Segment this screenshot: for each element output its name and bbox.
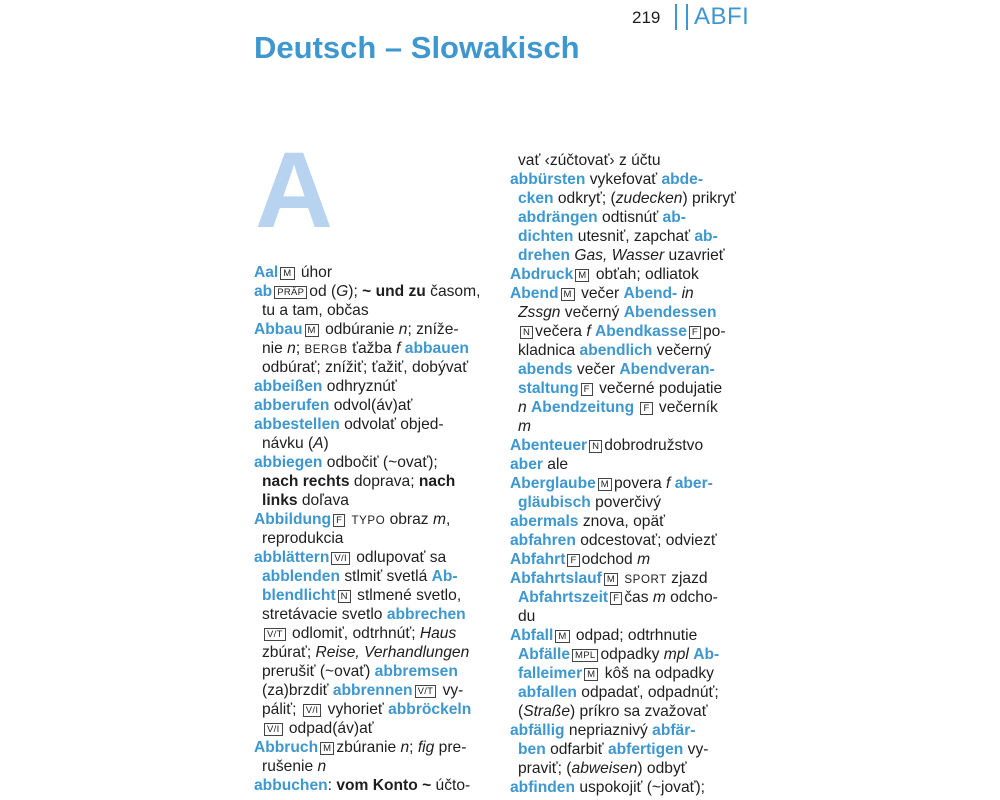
headword: ab- <box>662 209 686 226</box>
translation-text: reprodukcia <box>262 530 344 547</box>
grammar-label: F <box>581 383 593 396</box>
translation-text: ) odbyť <box>637 760 687 777</box>
domain-label: SPORT <box>624 574 667 586</box>
entry-line <box>510 456 747 475</box>
entry-line <box>262 682 491 701</box>
translation-text: ); <box>348 283 363 300</box>
headword: Abendkasse <box>595 323 687 340</box>
entry-line <box>262 530 491 549</box>
translation-text: ) prikryť <box>682 190 736 207</box>
entry-line <box>510 285 747 304</box>
entry-line <box>510 551 747 570</box>
headword: Abendzeitung <box>531 399 635 416</box>
headword: Abbildung <box>254 511 332 528</box>
italic-text: Straße <box>523 703 570 720</box>
italic-text: G <box>336 283 349 300</box>
headword: abbürsten <box>510 171 586 188</box>
headword: abberufen <box>254 397 330 414</box>
entry-line <box>262 568 491 587</box>
italic-text: n <box>398 321 408 338</box>
translation-text: odbúranie <box>320 321 399 338</box>
translation-text: povera <box>614 475 667 492</box>
italic-text: m <box>432 511 446 528</box>
entry-line <box>518 418 747 437</box>
headword: cken <box>518 190 554 207</box>
headword: Abfahrtslauf <box>510 570 602 587</box>
headword: Ab- <box>693 646 720 663</box>
domain-label: BERGB <box>304 344 348 356</box>
italic-text: zudecken <box>615 190 683 207</box>
translation-text: odpad(áv)ať <box>284 720 374 737</box>
translation-text: dobrodružstvo <box>604 437 704 454</box>
entry-line <box>518 589 747 608</box>
grammar-label: V/I <box>303 704 322 717</box>
translation-text: tu a tam, občas <box>262 302 369 319</box>
translation-text: odhryznúť <box>322 378 397 395</box>
entry-line <box>518 304 747 323</box>
translation-text: kôš na odpadky <box>600 665 714 682</box>
translation-text: vykefovať <box>585 171 662 188</box>
headword: abfahren <box>510 532 576 549</box>
translation-text: doprava; <box>349 473 419 490</box>
headword: Abdruck <box>510 266 574 283</box>
translation-text: odbúrať; znížiť; ťažiť, dobývať <box>262 359 469 376</box>
entry-line <box>262 625 491 644</box>
domain-label: TYPO <box>351 515 386 527</box>
italic-text: n <box>518 399 527 416</box>
translation-text: páliť; <box>262 701 301 718</box>
grammar-label: V/I <box>331 552 350 565</box>
translation-text: odchod <box>581 551 638 568</box>
translation-text: odkryť; ( <box>553 190 616 207</box>
translation-text: večerné podujatie <box>594 380 723 397</box>
translation-text: odvolať objed- <box>339 416 444 433</box>
translation-text: zbúrať; <box>262 644 316 661</box>
entry-line <box>262 435 491 454</box>
italic-text: m <box>518 418 531 435</box>
headword: abfinden <box>510 779 575 796</box>
translation-text: odcho- <box>665 589 718 606</box>
entry-line <box>510 437 747 456</box>
entry-line <box>518 399 747 418</box>
translation-text: večerný <box>560 304 624 321</box>
translation-text: stretávacie svetlo <box>262 606 387 623</box>
headword: abbrennen <box>332 682 413 699</box>
entry-line <box>510 475 747 494</box>
headword: Abenteuer <box>510 437 588 454</box>
section-divider-bars <box>675 4 688 30</box>
headword: abbestellen <box>254 416 340 433</box>
grammar-label: MPL <box>572 649 598 662</box>
entry-line <box>518 190 747 209</box>
translation-text: po- <box>702 323 726 340</box>
bold-phrase: vom Konto ~ <box>336 777 432 794</box>
translation-text: uspokojiť (~jovať); <box>574 779 705 796</box>
translation-text: odcestovať; odviezť <box>575 532 717 549</box>
headword: abbauen <box>404 340 469 357</box>
grammar-label: M <box>305 324 319 337</box>
bold-phrase: ~ und zu <box>362 283 426 300</box>
entry-line <box>254 511 491 531</box>
entry-line <box>518 361 747 380</box>
headword: aber- <box>674 475 713 492</box>
translation-text: odlomiť, odtrhnúť; <box>287 625 420 642</box>
headword: abbiegen <box>254 454 323 471</box>
entry-line <box>518 247 747 266</box>
grammar-label: M <box>604 573 618 586</box>
headword: ben <box>518 741 546 758</box>
headword: Aberglaube <box>510 475 596 492</box>
italic-text: f <box>666 475 671 492</box>
translation-text: návku ( <box>262 435 314 452</box>
translation-text: večerný <box>652 342 712 359</box>
grammar-label: M <box>555 630 569 643</box>
headword: Abendessen <box>623 304 717 321</box>
entry-line <box>262 606 491 625</box>
translation-text: utesniť, zapchať <box>573 228 695 245</box>
entry-line <box>262 492 491 511</box>
translation-text: ; <box>409 739 418 756</box>
entry-line <box>510 532 747 551</box>
headword: abbrechen <box>386 606 466 623</box>
grammar-label: N <box>589 440 602 453</box>
entry-line <box>254 321 491 340</box>
translation-text: , <box>445 511 451 528</box>
headword: abfallen <box>518 684 577 701</box>
translation-text: odpadky <box>600 646 664 663</box>
italic-text: mpl <box>663 646 689 663</box>
translation-text <box>634 399 638 416</box>
entry-line <box>518 703 747 722</box>
translation-text: úhor <box>296 264 333 281</box>
translation-text: stlmiť svetlá <box>339 568 432 585</box>
translation-text: doľava <box>297 492 349 509</box>
translation-text: ) príkro sa zvažovať <box>570 703 708 720</box>
headword: dichten <box>518 228 574 245</box>
entry-line <box>262 473 491 492</box>
headword: Ab- <box>431 568 458 585</box>
entry-line <box>254 739 491 758</box>
italic-text: Gas, Wasser <box>574 247 665 264</box>
translation-text: večerník <box>654 399 718 416</box>
grammar-label: V/T <box>415 685 437 698</box>
translation-text: večera <box>535 323 587 340</box>
translation-text: stlmené svetlo, <box>352 587 462 604</box>
entry-line <box>254 397 491 416</box>
headword: Abend <box>510 285 559 302</box>
translation-text: pre- <box>434 739 467 756</box>
translation-text: poverčivý <box>590 494 661 511</box>
italic-text: f <box>396 340 401 357</box>
grammar-label: F <box>610 592 622 605</box>
entry-line <box>262 587 491 606</box>
translation-text: večer <box>576 285 624 302</box>
entry-line <box>254 283 491 302</box>
headword: abfertigen <box>607 741 684 758</box>
entry-line <box>518 209 747 228</box>
page-number: 219 <box>632 8 661 27</box>
headword: abermals <box>510 513 579 530</box>
headword: abbeißen <box>254 378 323 395</box>
italic-text: in <box>681 285 694 302</box>
italic-text: abweisen <box>571 760 638 777</box>
translation-text: ; zníže- <box>407 321 459 338</box>
translation-text: časom, <box>425 283 481 300</box>
entry-line <box>254 416 491 435</box>
grammar-label: PRÄP <box>274 286 307 299</box>
headword: abdrängen <box>518 209 598 226</box>
translation-text: odpad; odtrhnutie <box>571 627 698 644</box>
translation-text: odlupovať sa <box>351 549 447 566</box>
headword: Abbruch <box>254 739 319 756</box>
headword: abends <box>518 361 573 378</box>
section-letters: ABFI <box>694 3 750 30</box>
italic-text: Zssgn <box>518 304 561 321</box>
entry-line <box>254 777 491 796</box>
headword: drehen <box>518 247 570 264</box>
translation-text: uzavrieť <box>664 247 725 264</box>
headword: abbremsen <box>374 663 458 680</box>
grammar-label: M <box>598 478 612 491</box>
entry-line <box>518 342 747 361</box>
translation-text: vy- <box>438 682 464 699</box>
headword: Abfall <box>510 627 554 644</box>
translation-text: účto- <box>431 777 471 794</box>
headword: abblenden <box>262 568 340 585</box>
grammar-label: F <box>640 402 652 415</box>
headword: Abbau <box>254 321 303 338</box>
headword: Abendveran- <box>619 361 715 378</box>
translation-text: znova, opäť <box>578 513 665 530</box>
italic-text: A <box>313 435 324 452</box>
entry-line <box>518 665 747 684</box>
grammar-label: F <box>689 326 701 339</box>
grammar-label: V/T <box>264 628 286 641</box>
headword: ab <box>254 283 273 300</box>
translation-text: vyhorieť <box>323 701 389 718</box>
bold-phrase: links <box>262 492 298 509</box>
entry-line <box>518 494 747 513</box>
grammar-label: N <box>520 326 533 339</box>
entry-line <box>518 380 747 399</box>
entry-line <box>254 549 491 568</box>
headword: aber <box>510 456 543 473</box>
translation-text: nepriaznivý <box>564 722 653 739</box>
entry-line <box>254 264 491 283</box>
grammar-label: F <box>567 554 579 567</box>
grammar-label: M <box>575 269 589 282</box>
translation-text: zjazd <box>666 570 708 587</box>
entry-line <box>518 228 747 247</box>
entry-line <box>510 779 747 798</box>
italic-text: n <box>400 739 410 756</box>
bold-phrase: nach <box>418 473 456 490</box>
italic-text: Reise, Verhandlungen <box>315 644 470 661</box>
translation-text: od ( <box>309 283 337 300</box>
entry-line <box>510 171 747 190</box>
translation-text: prerušiť (~ovať) <box>262 663 375 680</box>
headword: Abend- <box>623 285 678 302</box>
translation-text: odpadať, odpadnúť; <box>576 684 719 701</box>
headword: blendlicht <box>262 587 336 604</box>
translation-text: ťažba <box>347 340 397 357</box>
grammar-label: M <box>280 267 294 280</box>
entry-line <box>510 570 747 590</box>
translation-text: obraz <box>385 511 433 528</box>
entry-line <box>262 701 491 720</box>
headword: abfär- <box>652 722 696 739</box>
entry-line <box>262 758 491 777</box>
translation-text: odbočiť (~ovať); <box>322 454 438 471</box>
entry-line <box>510 627 747 646</box>
entry-line <box>518 741 747 760</box>
translation-text: nie <box>262 340 288 357</box>
headword: gläubisch <box>518 494 591 511</box>
entry-line <box>262 340 491 360</box>
headword: abbröckeln <box>388 701 472 718</box>
translation-text: ; <box>295 340 305 357</box>
entry-line <box>518 646 747 665</box>
headword: abfällig <box>510 722 565 739</box>
translation-text: ) <box>323 435 329 452</box>
headword: abendlich <box>579 342 653 359</box>
headword: falleimer <box>518 665 583 682</box>
translation-text: odtisnúť <box>597 209 663 226</box>
italic-text: m <box>637 551 651 568</box>
translation-text: ale <box>542 456 569 473</box>
translation-text: večer <box>572 361 620 378</box>
grammar-label: V/I <box>264 723 283 736</box>
headword: ab- <box>694 228 718 245</box>
headword: Abfälle <box>518 646 570 663</box>
italic-text: n <box>287 340 296 357</box>
entry-line <box>518 684 747 703</box>
page-title: Deutsch – Slowakisch <box>254 30 580 65</box>
bold-phrase: nach rechts <box>262 473 350 490</box>
entry-line <box>262 359 491 378</box>
italic-text: n <box>317 758 327 775</box>
translation-text: odfarbiť <box>545 741 608 758</box>
translation-text: (za)brzdiť <box>262 682 333 699</box>
entry-line <box>254 454 491 473</box>
grammar-label: M <box>561 288 575 301</box>
translation-text: praviť; ( <box>518 760 572 777</box>
entry-line <box>510 266 747 285</box>
italic-text: fig <box>417 739 435 756</box>
headword: Abfahrtszeit <box>518 589 609 606</box>
headword: staltung <box>518 380 579 397</box>
translation-text: čas <box>624 589 653 606</box>
grammar-label: N <box>338 590 351 603</box>
translation-text: odvol(áv)ať <box>329 397 413 414</box>
headword: abbuchen <box>254 777 328 794</box>
translation-text: ( <box>518 703 524 720</box>
entry-line <box>510 722 747 741</box>
headword: Abfahrt <box>510 551 566 568</box>
italic-text: Haus <box>419 625 457 642</box>
entry-line <box>262 302 491 321</box>
entry-line <box>518 760 747 779</box>
entry-line <box>518 608 747 627</box>
translation-text: zbúranie <box>336 739 401 756</box>
grammar-label: M <box>320 742 334 755</box>
translation-text: du <box>518 608 536 625</box>
italic-text: f <box>586 323 591 340</box>
entry-line <box>262 663 491 682</box>
translation-text: vať ‹zúčtovať› z účtu <box>518 152 661 169</box>
translation-text: kladnica <box>518 342 580 359</box>
entry-line <box>254 378 491 397</box>
translation-text: obťah; odliatok <box>591 266 699 283</box>
grammar-label: M <box>584 668 598 681</box>
entry-line <box>262 720 491 739</box>
headword: abblättern <box>254 549 330 566</box>
translation-text: rušenie <box>262 758 318 775</box>
grammar-label: F <box>333 514 345 527</box>
italic-text: m <box>652 589 666 606</box>
headword: abde- <box>661 171 704 188</box>
section-initial-letter: A <box>255 129 333 250</box>
entry-line <box>518 323 747 342</box>
headword: Aal <box>254 264 279 281</box>
entry-line <box>262 644 491 663</box>
translation-text: vy- <box>683 741 709 758</box>
translation-text: : <box>327 777 337 794</box>
entry-line <box>518 152 747 171</box>
entry-line <box>510 513 747 532</box>
